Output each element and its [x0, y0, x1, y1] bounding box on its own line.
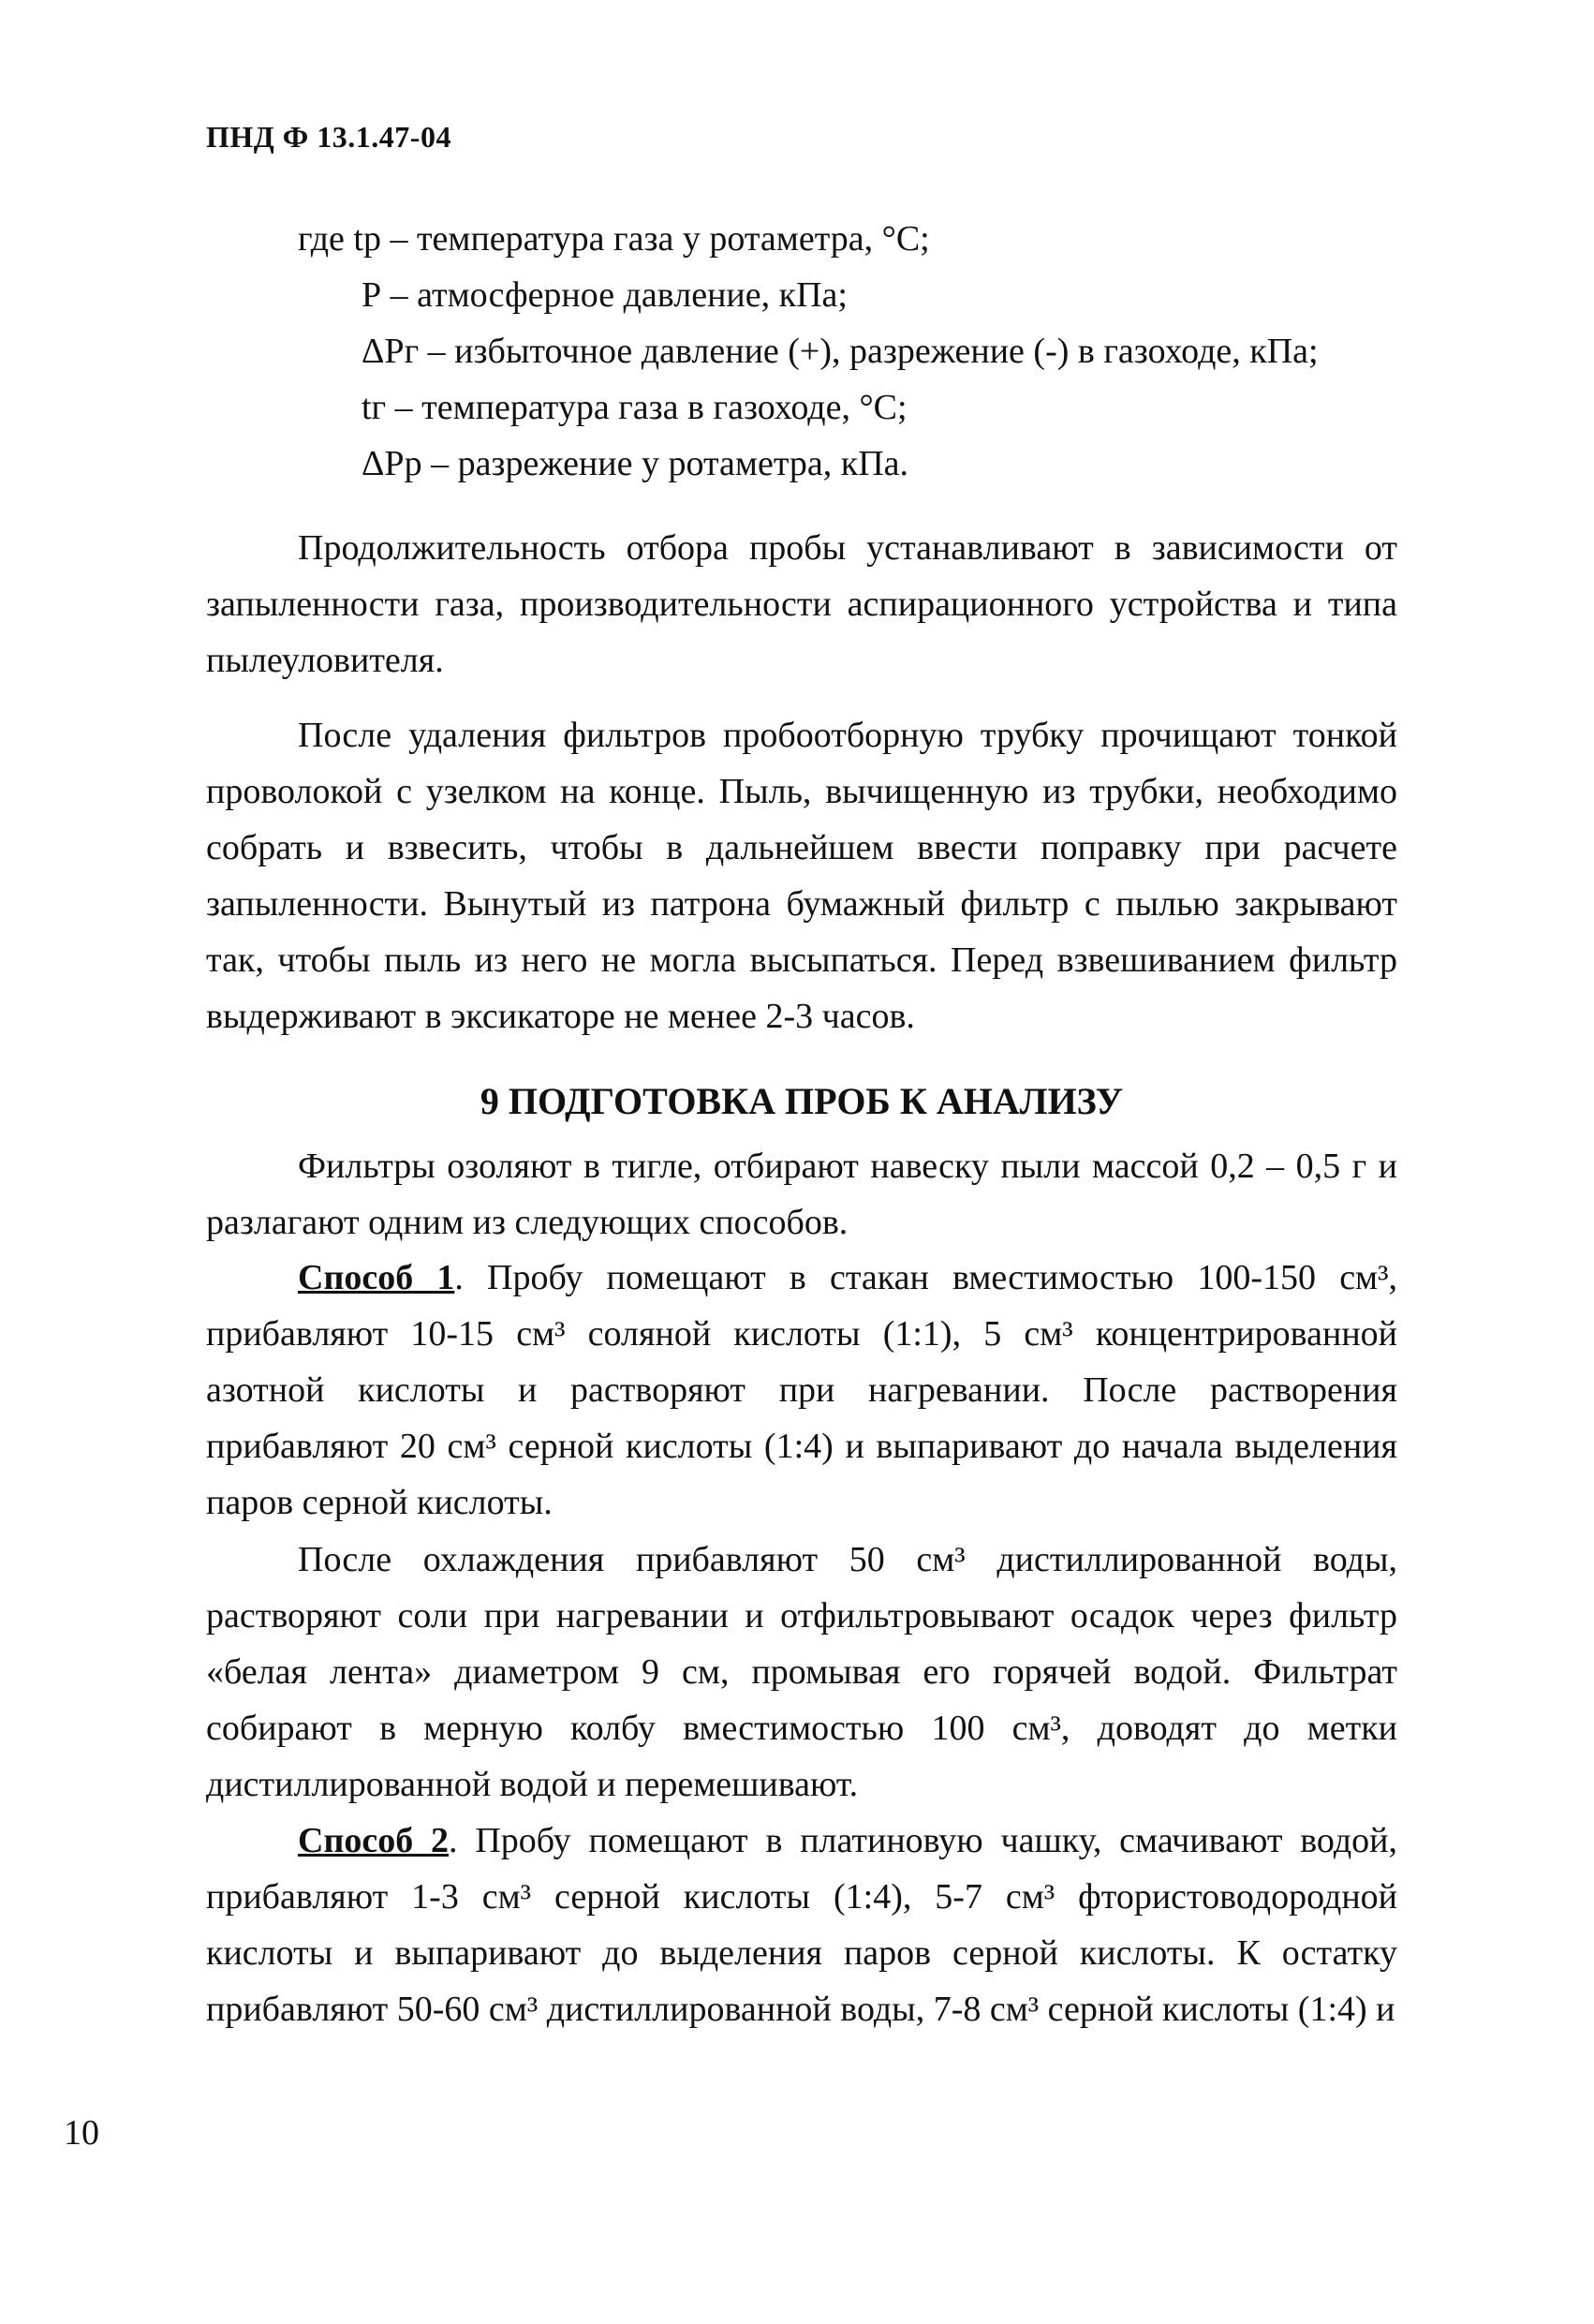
variable-definitions	[298, 211, 1319, 492]
paragraph-method-1	[206, 1250, 1397, 1531]
method-1-text: . Пробу помещают в стакан вместимостью 100-150 см³, прибавляют 10-15 см³ соляной кислоты (1:1), 5 см³ концентрированной азотной кислоты и растворяют при нагревании. После растворения прибавляют 20 см³ серной кислоты (1:4) и выпаривают до начала выделения паров серной кислоты.	[206, 1258, 1397, 1522]
definition-p: Р – атмосферное давление, кПа;	[362, 275, 848, 315]
document-header: ПНД Ф 13.1.47-04	[206, 120, 451, 154]
paragraph-text: После охлаждения прибавляют 50 см³ дистиллированной воды, растворяют соли при нагревании и отфильтровывают осадок через фильтр «белая лента» диаметром 9 см, промывая его горячей водой. Фильтрат собирают в мерную колбу вместимостью 100 см³, доводят до метки дистиллированной водой и перемешивают.	[206, 1540, 1397, 1804]
definition-dpg: ΔРг – избыточное давление (+), разрежение (-) в газоходе, кПа;	[362, 332, 1319, 371]
definition-tg: tг – температура газа в газоходе, °С;	[362, 388, 908, 427]
paragraph-text	[206, 1813, 1397, 2037]
method-2-label: Способ 2	[298, 1821, 450, 1860]
page-number: 10	[64, 2113, 99, 2153]
paragraph-text	[206, 1250, 1397, 1531]
paragraph-method-2	[206, 1813, 1397, 2037]
paragraph-sampling-duration	[206, 520, 1397, 688]
definition-tp: где tр – температура газа у ротаметра, °С;	[298, 219, 930, 259]
paragraph-text: Фильтры озоляют в тигле, отбирают навеску пыли массой 0,2 – 0,5 г и разлагают одним из следующих способов.	[206, 1147, 1397, 1242]
section-heading: 9 ПОДГОТОВКА ПРОБ К АНАЛИЗУ	[480, 1080, 1124, 1122]
paragraph-section-intro	[206, 1138, 1397, 1251]
method-2-text: . Пробу помещают в платиновую чашку, смачивают водой, прибавляют 1-3 см³ серной кислоты (1:4), 5-7 см³ фтористоводородной кислоты и выпаривают до выделения паров серной кислоты. К остатку прибавляют 50-60 см³ дистиллированной воды, 7-8 см³ серной кислоты (1:4) и	[206, 1821, 1398, 2029]
method-1-label: Способ 1	[298, 1258, 455, 1297]
paragraph-after-cooling	[206, 1532, 1397, 1813]
paragraph-filter-removal	[206, 707, 1397, 1044]
paragraph-text: Продолжительность отбора пробы устанавливают в зависимости от запыленности газа, производительности аспирационного устройства и типа пылеуловителя.	[206, 528, 1397, 680]
paragraph-text: После удаления фильтров пробоотборную трубку прочищают тонкой проволокой с узелком на конце. Пыль, вычищенную из трубки, необходимо собрать и взвесить, чтобы в дальнейшем ввести поправку при расчете запыленности. Вынутый из патрона бумажный фильтр с пылью закрывают так, чтобы пыль из него не могла высыпаться. Перед взвешиванием фильтр выдерживают в эксикаторе не менее 2-3 часов.	[206, 716, 1397, 1036]
definition-dpr: ΔРр – разрежение у ротаметра, кПа.	[362, 444, 909, 483]
